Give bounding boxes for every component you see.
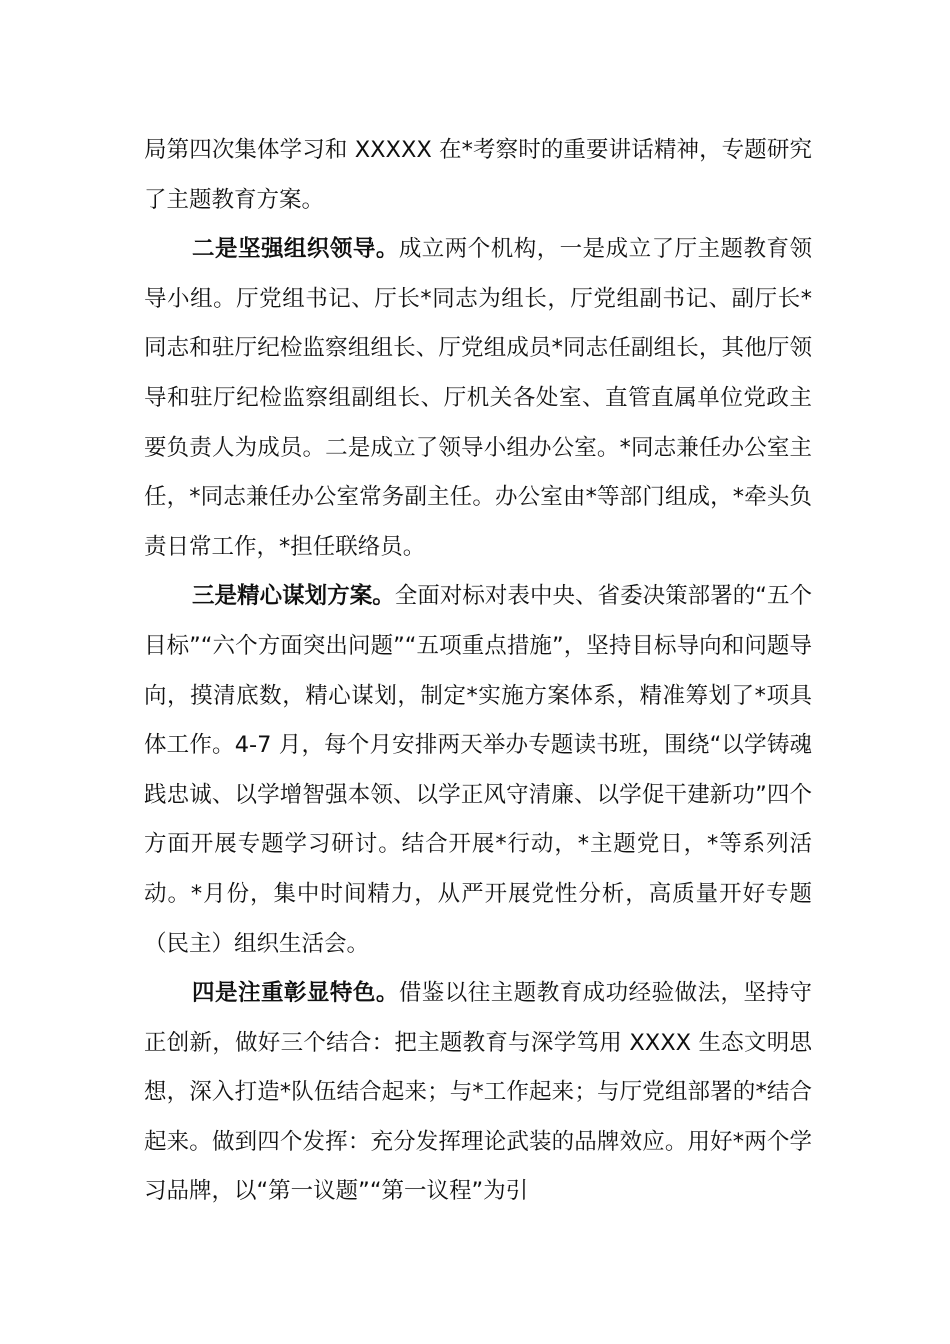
paragraph-text: 借鉴以往主题教育成功经验做法，坚持守正创新，做好三个结合：把主题教育与深学笃用 XXXX 生态文明思想，深入打造*队伍结合起来；与*工作起来；与厅党组部署的*结合起来。做到四个发挥：充分发挥理论武装的品牌效应。用好*两个学习品牌，以“第一议题”“第一议程”为引 <box>144 980 812 1205</box>
paragraph-heading: 三是精心谋划方案。 <box>192 583 395 610</box>
paragraph-text: 成立两个机构，一是成立了厅主题教育领导小组。厅党组书记、厅长*同志为组长，厅党组副书记、副厅长*同志和驻厅纪检监察组组长、厅党组成员*同志任副组长，其他厅领导和驻厅纪检监察组副组长、厅机关各处室、直管直属单位党政主要负责人为成员。二是成立了领导小组办公室。*同志兼任办公室主任，*同志兼任办公室常务副主任。办公室由*等部门组成，*牵头负责日常工作，*担任联络员。 <box>144 236 812 560</box>
paragraph-text: 全面对标对表中央、省委决策部署的“五个目标”“六个方面突出问题”“五项重点措施”，坚持目标导向和问题导向，摸清底数，精心谋划，制定*实施方案体系，精准筹划了*项具体工作。4-7 月，每个月安排两天举办专题读书班，围绕“以学铸魂践忠诚、以学增智强本领、以学正风守清廉、以学促干建新功”四个方面开展专题学习研讨。结合开展*行动，*主题党日，*等系列活动。*月份，集中时间精力，从严开展党性分析，高质量开好专题（民主）组织生活会。 <box>144 583 812 957</box>
paragraph-continued <box>144 126 812 225</box>
paragraph-highlight-features <box>144 969 812 1217</box>
paragraph-text: 局第四次集体学习和 XXXXX 在*考察时的重要讲话精神，专题研究了主题教育方案。 <box>144 137 812 213</box>
paragraph-plan-design <box>144 572 812 969</box>
paragraph-organization-leadership <box>144 225 812 572</box>
paragraph-heading: 二是坚强组织领导。 <box>192 236 399 263</box>
document-body <box>144 126 812 1217</box>
paragraph-heading: 四是注重彰显特色。 <box>192 980 399 1007</box>
